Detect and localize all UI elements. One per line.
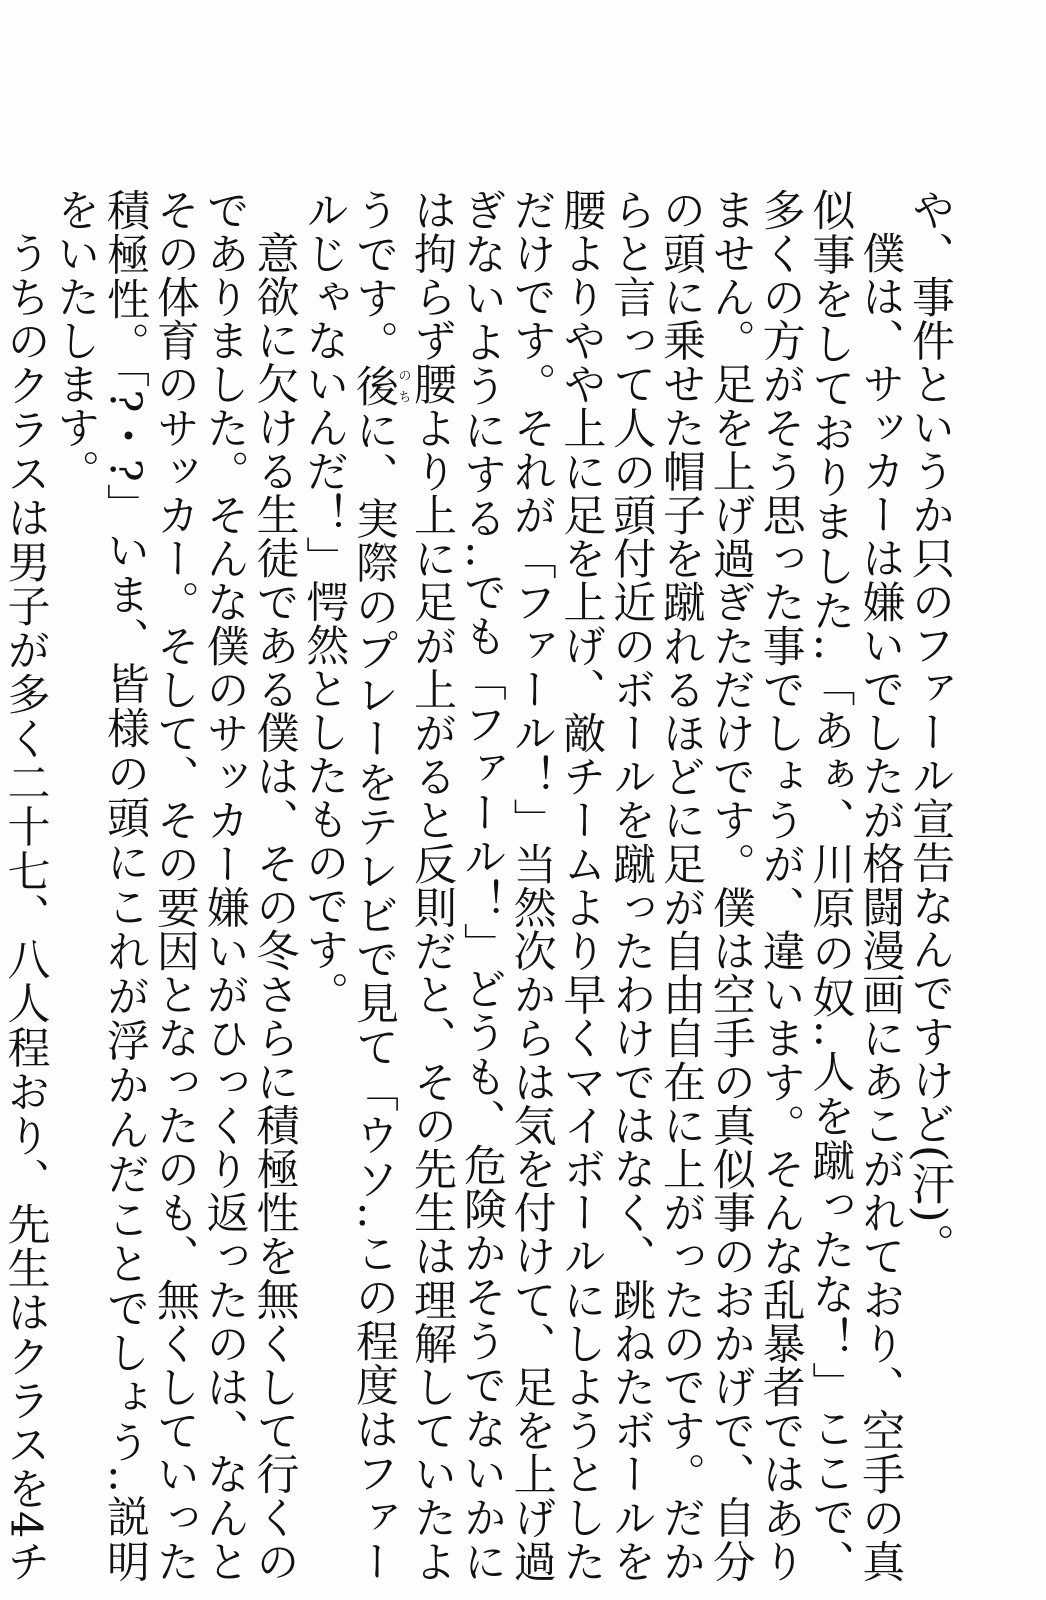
text-line: 愕然としたものです。 — [299, 579, 350, 1015]
text-line: 意欲に欠ける生徒である僕は、その冬さらに積極性を無くして行くのでありました。 — [199, 188, 300, 1584]
text-line: 僕は、サッカーは嫌いでしたが格闘漫画にあこがれており、空手の真似事をしておりま — [805, 188, 906, 1583]
text-line: や、事件というか只のファール宣告なんですけど(汗)。 — [905, 188, 955, 1267]
text-line: そうでないかには拘らず腰より上に足が上がると反則だと、その先生は理解していたよう — [349, 188, 507, 1584]
ruby-base: 後 — [349, 364, 400, 409]
text-line: 上げ、敵チームより早くマイボールにしようとしただけです。それが「ファール！」当然 — [506, 188, 607, 1584]
ruby-annotation — [349, 364, 411, 409]
vertical-text-body — [0, 188, 954, 1583]
text-line: と言って人の頭付近のボールを蹴ったわけではなく、跳ねたボールを腰よりやや上に足を — [556, 188, 657, 1584]
paragraph-1 — [904, 188, 954, 1583]
text-line: ことでしょう‥説明をいたします。 — [50, 188, 151, 1583]
text-line: 違います。そんな乱暴者ではありません。足を上げ過ぎただけです。僕は空手の真似事の — [705, 188, 806, 1584]
paragraph-3 — [49, 188, 298, 1583]
text-line: うちのクラスは男子が多く二十七、八人程おり、先生はクラスを4チ — [0, 231, 51, 1583]
text-line: 次からは気を付けて、足を上げ過ぎないようにする‥でも「ファール！」どうも、危険か — [456, 188, 557, 1584]
text-line: そんな僕のサッカー嫌いがひっくり返ったのは、なんとその体育のサッカー。そして、 — [149, 188, 250, 1584]
paragraph-2 — [298, 188, 904, 1583]
text-line: です。 — [349, 232, 400, 365]
ruby-reading: のち — [395, 364, 411, 408]
text-line: その要因となったのも、無くしていった積極性。「?・?」いま、皆様の頭にこれが浮かんだ — [100, 188, 200, 1584]
text-line: した‥「あぁ、川原の奴‥人を蹴ったな！」ここで、多くの方がそう思った事でしょうが、 — [755, 188, 856, 1583]
text-line: おかげで、自分の頭に乗せた帽子を蹴れるほどに足が自由自在に上がったのです。だから — [606, 188, 756, 1584]
text-line: に、実際のプレーをテレビで見て「ウソ‥この程度はファールじゃないんだ！」 — [299, 188, 400, 1584]
paragraph-4 — [0, 188, 49, 1583]
